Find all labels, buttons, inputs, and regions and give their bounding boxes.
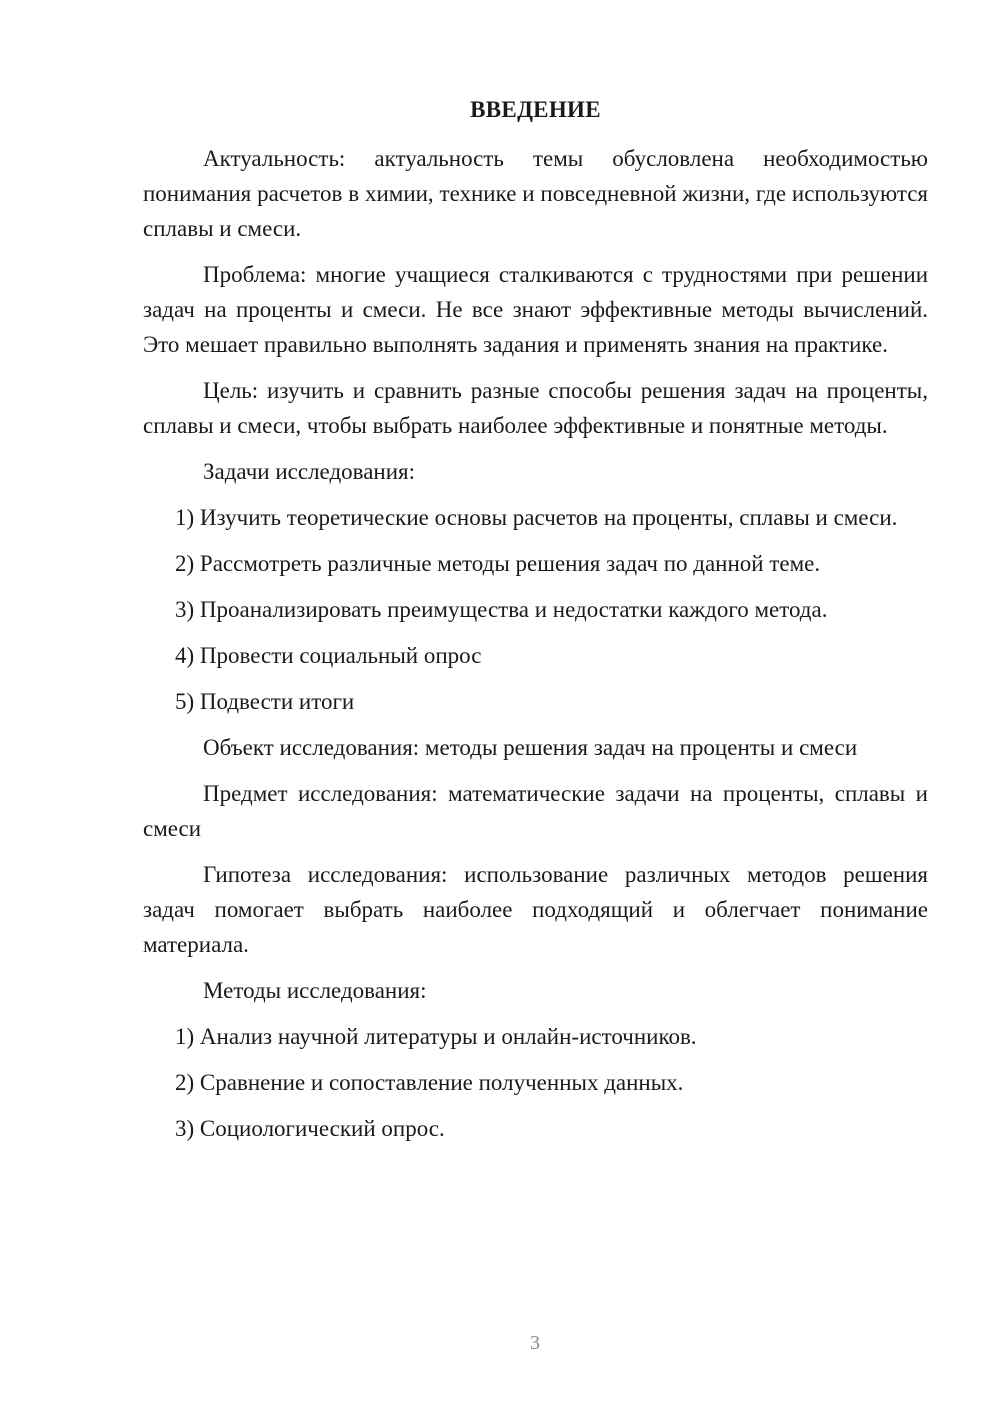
page-title: ВВЕДЕНИЕ [470,97,601,122]
method-item-3: 3) Социологический опрос. [175,1116,445,1141]
tasks-heading: Задачи исследования: [203,459,416,484]
hypothesis-paragraph: Гипотеза исследования: использование различных методов решения задач помогает выбрать наиболее подходящий и облегчает понимание материала. [143,862,928,957]
methods-heading: Методы исследования: [203,978,427,1003]
task-item-2: 2) Рассмотреть различные методы решения задач по данной теме. [175,551,821,576]
subject-paragraph: Предмет исследования: математические задачи на проценты, сплавы и смеси [143,781,928,841]
task-item-5: 5) Подвести итоги [175,689,355,714]
relevance-paragraph: Актуальность: актуальность темы обусловлена необходимостью понимания расчетов в химии, технике и повседневной жизни, где используются сплавы и смеси. [143,146,928,241]
method-item-1: 1) Анализ научной литературы и онлайн-источников. [175,1024,697,1049]
object-paragraph: Объект исследования: методы решения задач на проценты и смеси [203,735,858,760]
task-item-3: 3) Проанализировать преимущества и недостатки каждого метода. [175,597,828,622]
page-number: 3 [530,1332,540,1354]
task-item-4: 4) Провести социальный опрос [175,643,482,668]
problem-paragraph: Проблема: многие учащиеся сталкиваются с трудностями при решении задач на проценты и смеси. Не все знают эффективные методы вычислений. Это мешает правильно выполнять задания и применять знания на практике. [143,262,928,357]
goal-paragraph: Цель: изучить и сравнить разные способы решения задач на проценты, сплавы и смеси, чтобы выбрать наиболее эффективные и понятные методы. [143,378,928,438]
task-item-1: 1) Изучить теоретические основы расчетов на проценты, сплавы и смеси. [175,505,898,530]
page-content [143,92,928,1157]
method-item-2: 2) Сравнение и сопоставление полученных данных. [175,1070,684,1095]
